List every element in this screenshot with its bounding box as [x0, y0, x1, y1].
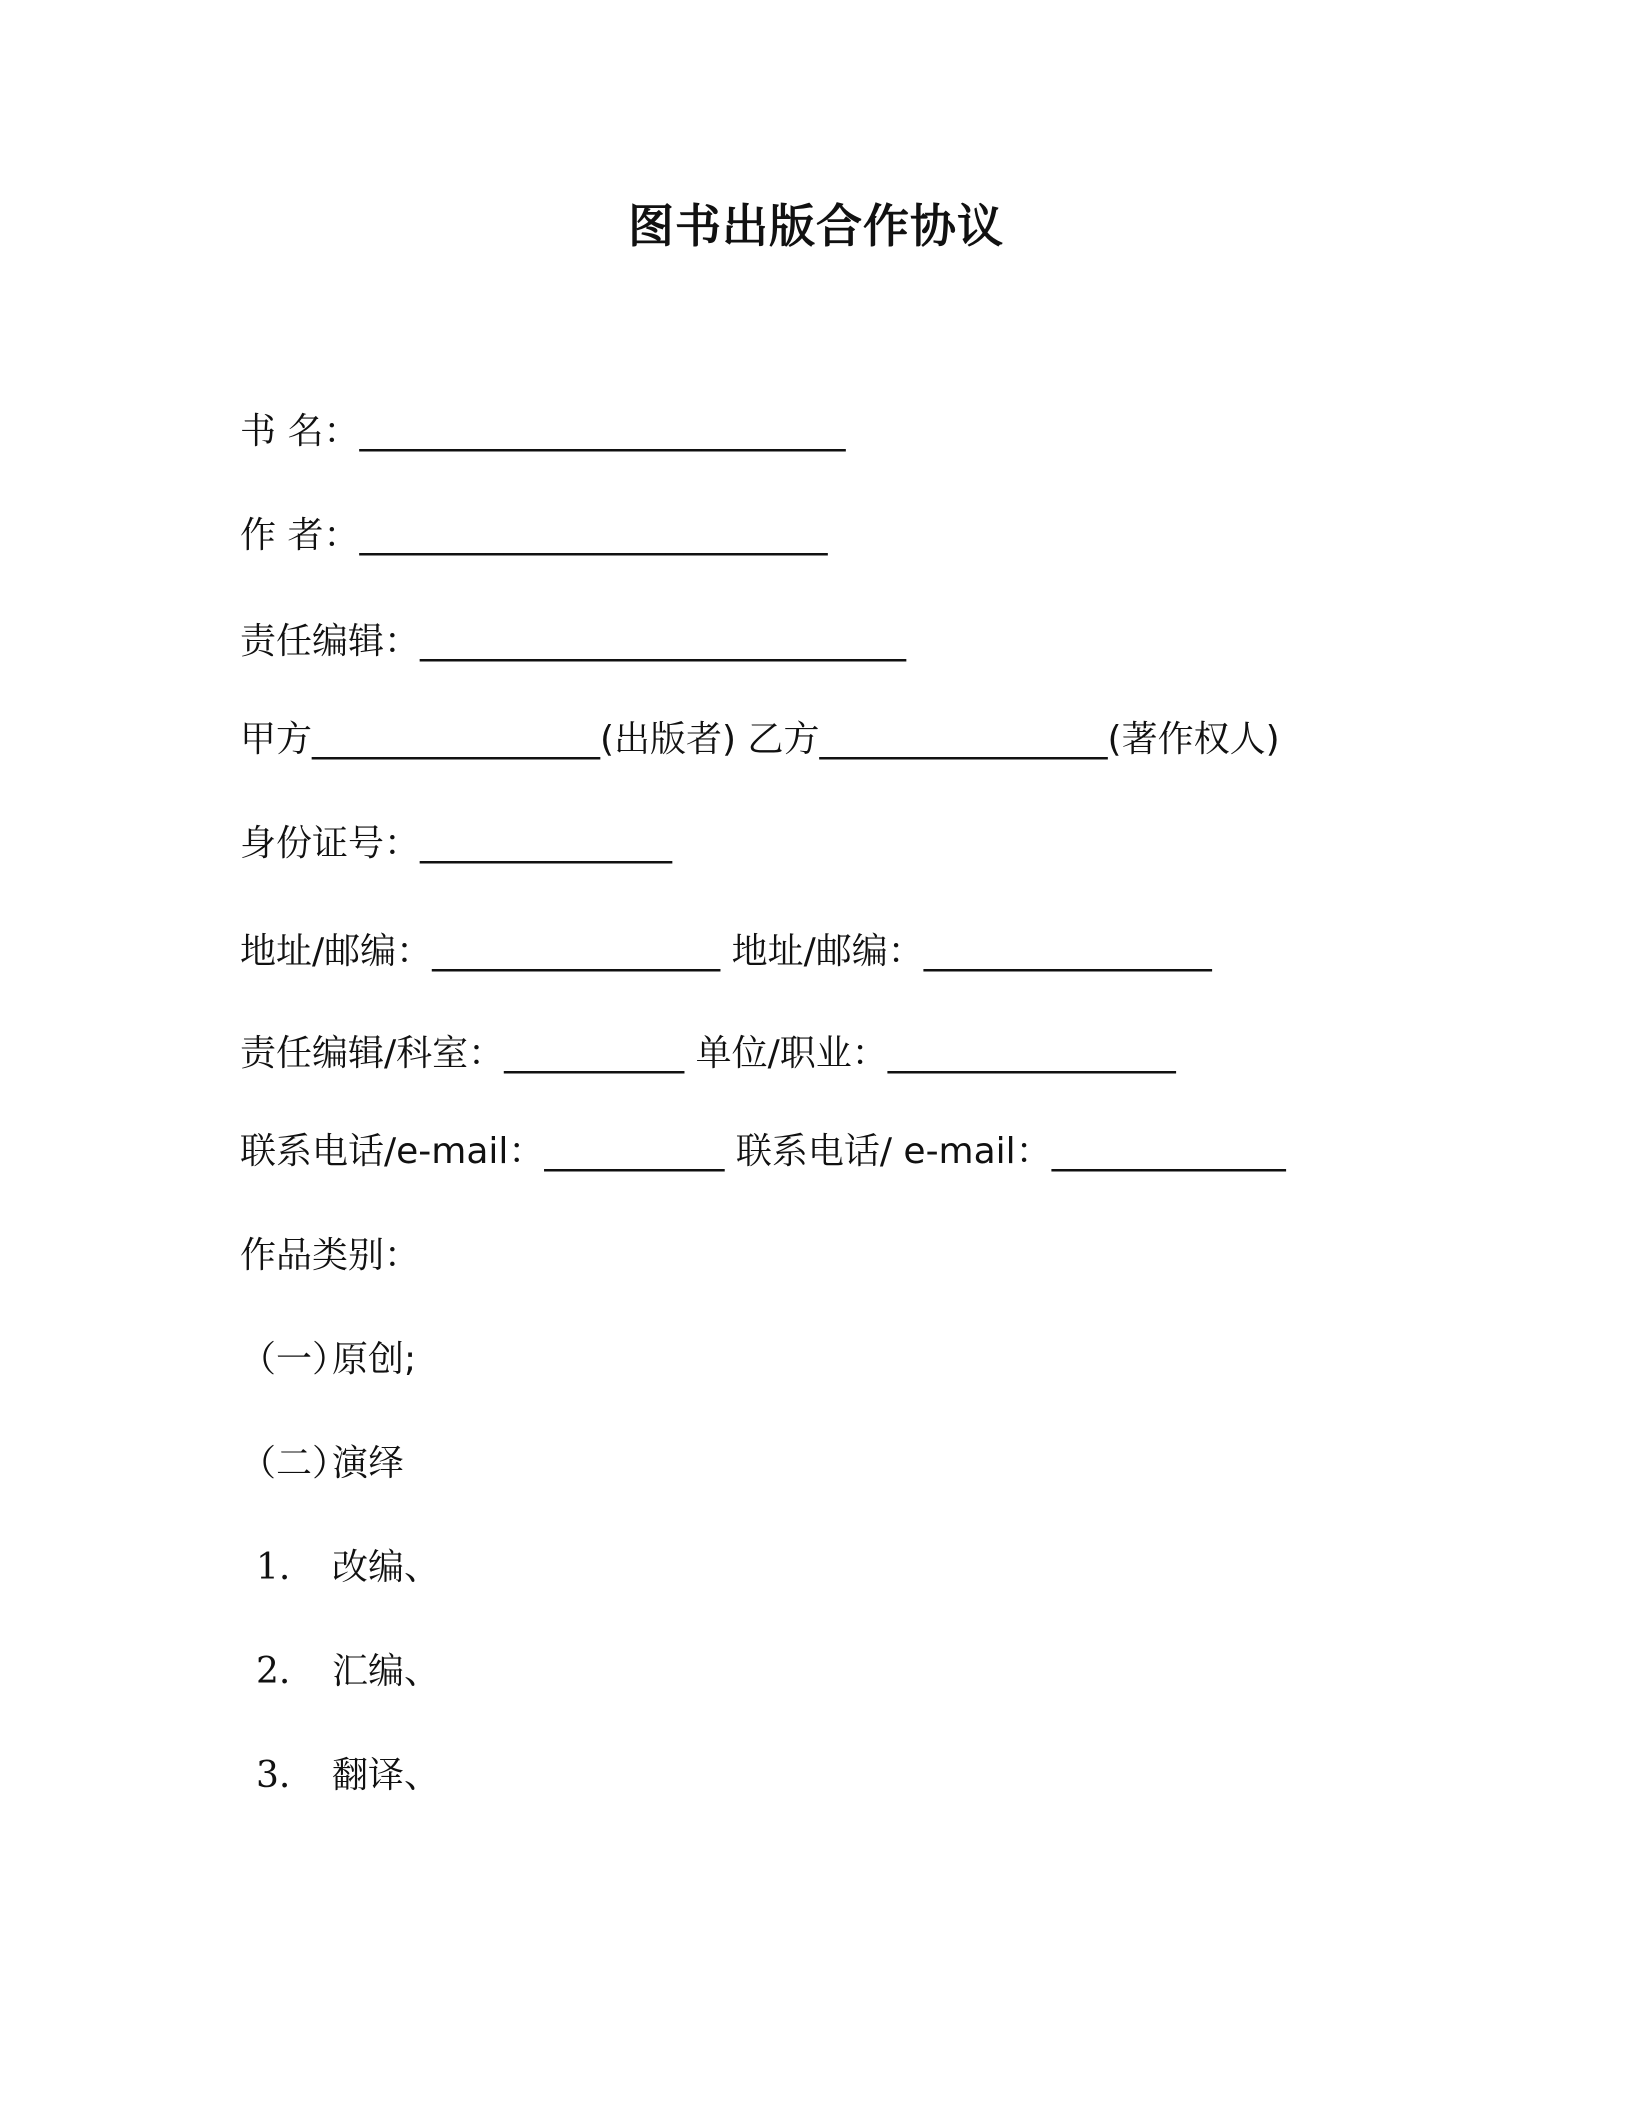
list-item-text: 汇编、 [332, 1651, 441, 1692]
sub-item-translation [240, 1752, 440, 1800]
list-marker: 3. [256, 1755, 291, 1796]
editor-line: 责任编辑：___________________________ [240, 621, 907, 662]
category-item-original [240, 1336, 416, 1384]
category-item-derivative [240, 1440, 404, 1488]
list-item-text: 翻译、 [332, 1755, 441, 1796]
id-number-line: 身份证号：______________ [240, 823, 673, 864]
sub-item-compilation [240, 1648, 440, 1696]
list-marker: 1. [256, 1547, 291, 1588]
address-postcode-line: 地址/邮编：________________ 地址/邮编：________________ [240, 931, 1212, 972]
book-name-line: 书 名：___________________________ [240, 411, 846, 452]
list-item-text: 演绎 [332, 1443, 405, 1484]
sub-item-adaptation [240, 1544, 440, 1592]
author-line: 作 者：__________________________ [240, 515, 828, 556]
list-item-text: 原创; [332, 1339, 417, 1380]
list-marker: 2. [256, 1651, 291, 1692]
list-marker: （一） [240, 1339, 349, 1380]
list-item-text: 改编、 [332, 1547, 441, 1588]
contact-line: 联系电话/e-mail：__________ 联系电话/ e-mail：_____________ [240, 1131, 1286, 1172]
list-marker: （二） [240, 1443, 349, 1484]
document-title: 图书出版合作协议 [628, 199, 1004, 253]
parties-line: 甲方________________(出版者) 乙方________________(著作权人) [240, 719, 1280, 760]
work-category-label: 作品类别： [240, 1235, 421, 1276]
editor-department-line: 责任编辑/科室：__________ 单位/职业：________________ [240, 1033, 1176, 1074]
